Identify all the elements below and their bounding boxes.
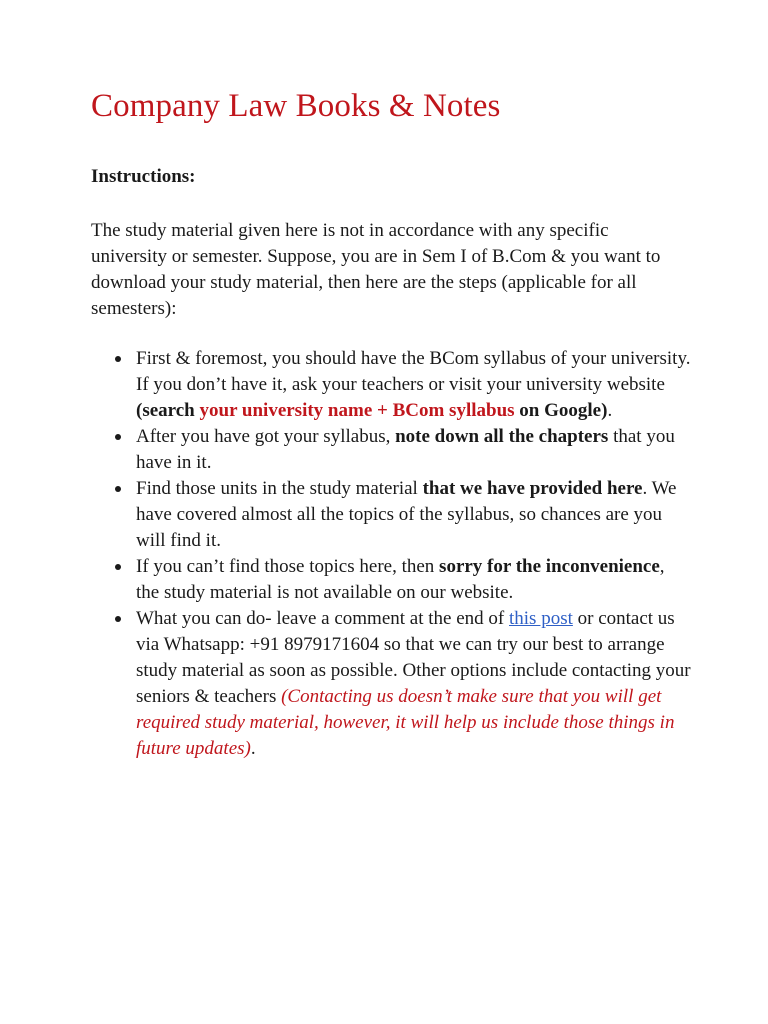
bullet-icon [115, 356, 121, 362]
list-item [91, 606, 691, 762]
instructions-heading: Instructions: [91, 166, 196, 187]
bullet-icon [115, 616, 121, 622]
step-3-emphasis: that we have provided here [422, 478, 643, 499]
step-2-text-end: that you have in it. [136, 426, 675, 473]
steps-list [91, 346, 691, 762]
step-5-text: What you can do- leave a comment at the end of [136, 608, 509, 629]
step-5-period: . [250, 738, 256, 759]
step-5-text-mid: or contact us via Whatsapp: +91 8979171604 so that we can try our best to arrange study material as soon as possible. Other options include contacting your seniors & teachers [136, 608, 691, 707]
list-item [91, 476, 691, 554]
step-1-period: . [607, 400, 613, 421]
step-5-disclaimer: (Contacting us doesn’t make sure that you will get required study material, however, it will help us include those things in future updates) [136, 686, 675, 759]
bullet-icon [115, 434, 121, 440]
step-2-text: After you have got your syllabus, [136, 426, 396, 447]
intro-paragraph: The study material given here is not in accordance with any specific university or semester. Suppose, you are in Sem I of B.Com & you want to download your study material, then here are the steps (applicable for all semesters): [91, 220, 661, 319]
step-1-search-term: your university name + BCom syllabus [199, 400, 515, 421]
step-4-emphasis: sorry for the inconvenience [439, 556, 660, 577]
step-2-emphasis: note down all the chapters [395, 426, 609, 447]
bullet-icon [115, 486, 121, 492]
list-item [91, 424, 691, 476]
step-3-text-end: . We have covered almost all the topics of the syllabus, so chances are you will find it. [136, 478, 677, 551]
list-item [91, 346, 691, 424]
step-4-text: If you can’t find those topics here, then [136, 556, 440, 577]
step-4-text-end: , the study material is not available on our website. [136, 556, 665, 603]
page-title: Company Law Books & Notes [91, 88, 501, 124]
bullet-icon [115, 564, 121, 570]
step-3-text: Find those units in the study material [136, 478, 423, 499]
list-item [91, 554, 691, 606]
step-1-search-close: on Google) [514, 400, 608, 421]
step-1-text: First & foremost, you should have the BCom syllabus of your university. If you don’t have it, ask your teachers or visit your university website [136, 348, 691, 395]
step-1-search-open: (search [136, 400, 200, 421]
this-post-link[interactable]: this post [509, 608, 573, 629]
